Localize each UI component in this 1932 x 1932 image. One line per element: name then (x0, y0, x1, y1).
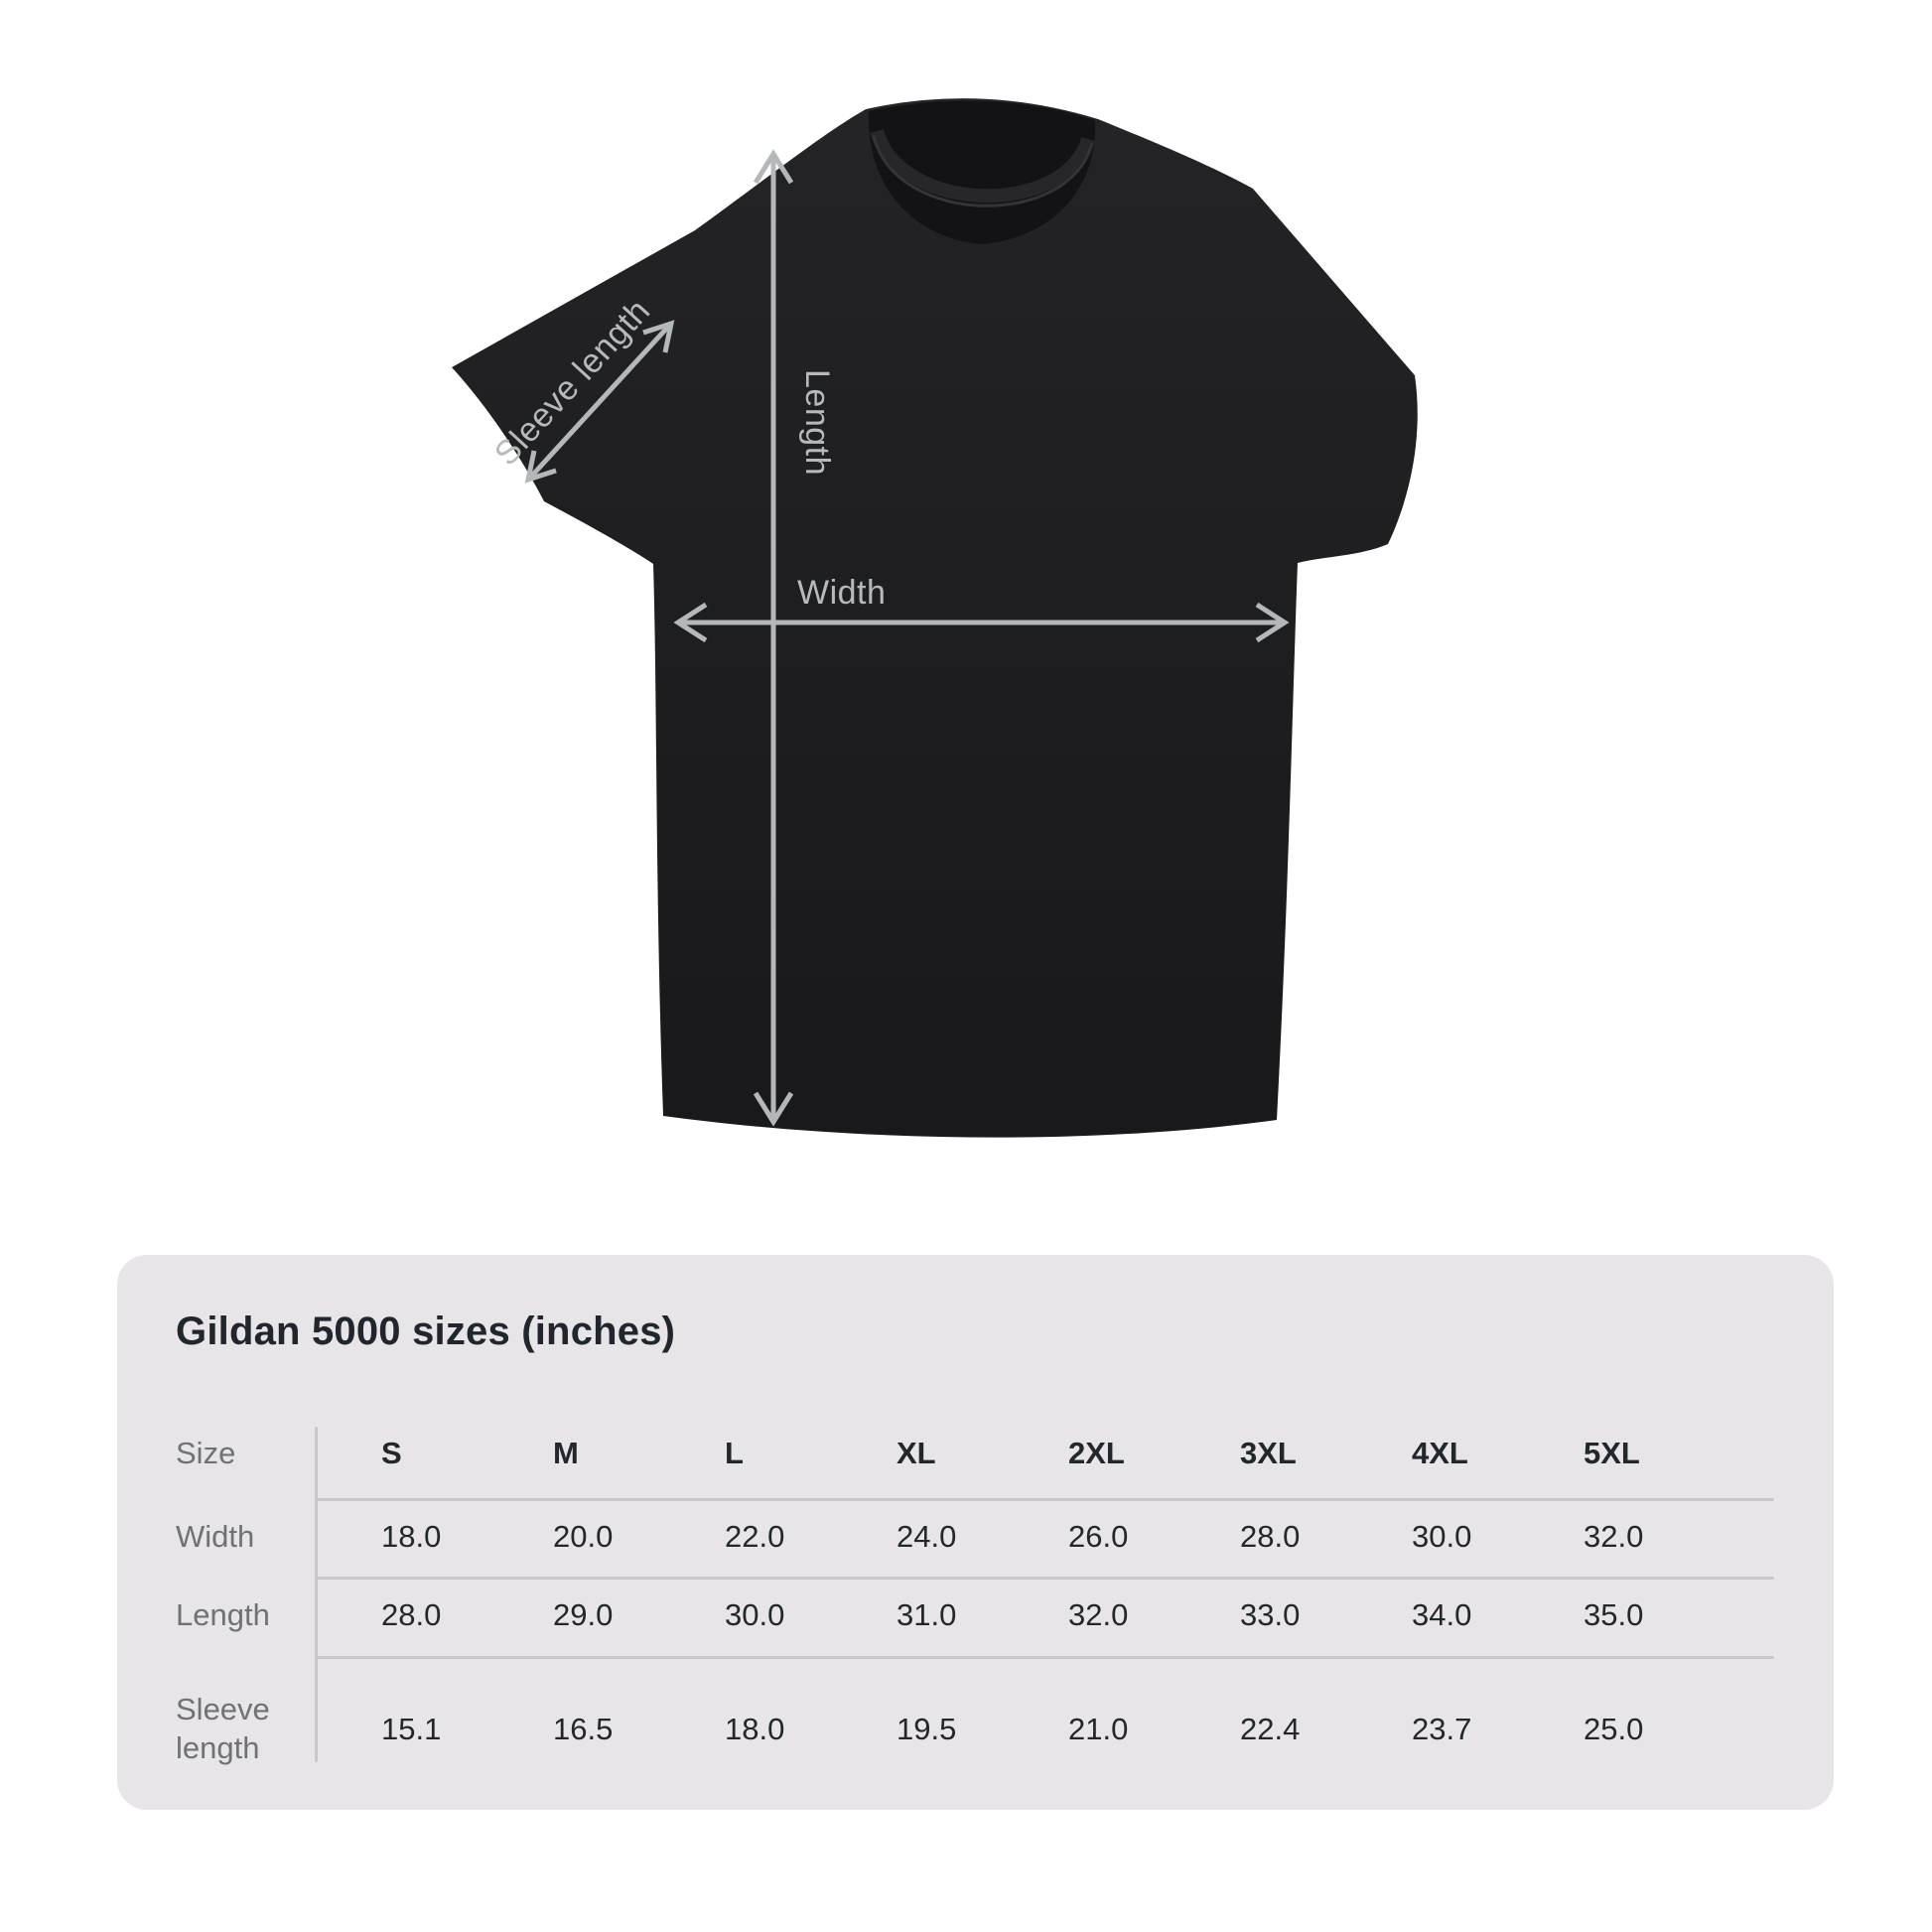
row-label-sleeve-length: Sleeve length (176, 1692, 270, 1765)
sleeve-value: 16.5 (553, 1712, 614, 1746)
sleeve-value: 23.7 (1412, 1712, 1472, 1746)
sleeve-value: 25.0 (1584, 1712, 1644, 1746)
table-row-length (176, 1576, 1755, 1655)
length-value: 34.0 (1412, 1597, 1472, 1632)
size-chart-title: Gildan 5000 sizes (inches) (176, 1310, 676, 1353)
column-header-m: M (553, 1436, 579, 1470)
width-value: 30.0 (1412, 1519, 1472, 1554)
size-chart-card (117, 1255, 1834, 1810)
row-label-length: Length (176, 1596, 270, 1632)
column-header-s: S (381, 1436, 402, 1470)
sleeve-value: 15.1 (381, 1712, 442, 1746)
row-label-width: Width (176, 1518, 255, 1554)
table-corner-label: Size (176, 1435, 236, 1470)
column-header-l: L (725, 1436, 744, 1470)
sleeve-length-label: Sleeve length (486, 291, 658, 474)
width-value: 28.0 (1240, 1519, 1301, 1554)
column-header-2xl: 2XL (1068, 1436, 1125, 1470)
table-row-sleeve-length (176, 1685, 1755, 1774)
column-header-4xl: 4XL (1412, 1436, 1468, 1470)
table-row-width (176, 1497, 1755, 1577)
column-header-xl: XL (897, 1436, 936, 1470)
length-label: Length (798, 369, 836, 476)
length-value: 31.0 (897, 1597, 957, 1632)
width-value: 32.0 (1584, 1519, 1644, 1554)
width-value: 22.0 (725, 1519, 785, 1554)
length-value: 30.0 (725, 1597, 785, 1632)
sleeve-value: 21.0 (1068, 1712, 1129, 1746)
width-value: 26.0 (1068, 1519, 1129, 1554)
sleeve-value: 22.4 (1240, 1712, 1301, 1746)
length-value: 28.0 (381, 1597, 442, 1632)
sleeve-value: 18.0 (725, 1712, 785, 1746)
length-value: 35.0 (1584, 1597, 1644, 1632)
column-header-3xl: 3XL (1240, 1436, 1297, 1470)
width-value: 18.0 (381, 1519, 442, 1554)
shirt-silhouette (452, 98, 1418, 1138)
column-header-5xl: 5XL (1584, 1436, 1640, 1470)
table-header-row (176, 1414, 1755, 1493)
length-value: 32.0 (1068, 1597, 1129, 1632)
sleeve-value: 19.5 (897, 1712, 957, 1746)
width-label: Width (797, 574, 887, 612)
width-value: 20.0 (553, 1519, 614, 1554)
table-row-divider (315, 1656, 1774, 1659)
length-value: 33.0 (1240, 1597, 1301, 1632)
length-value: 29.0 (553, 1597, 614, 1632)
width-value: 24.0 (897, 1519, 957, 1554)
